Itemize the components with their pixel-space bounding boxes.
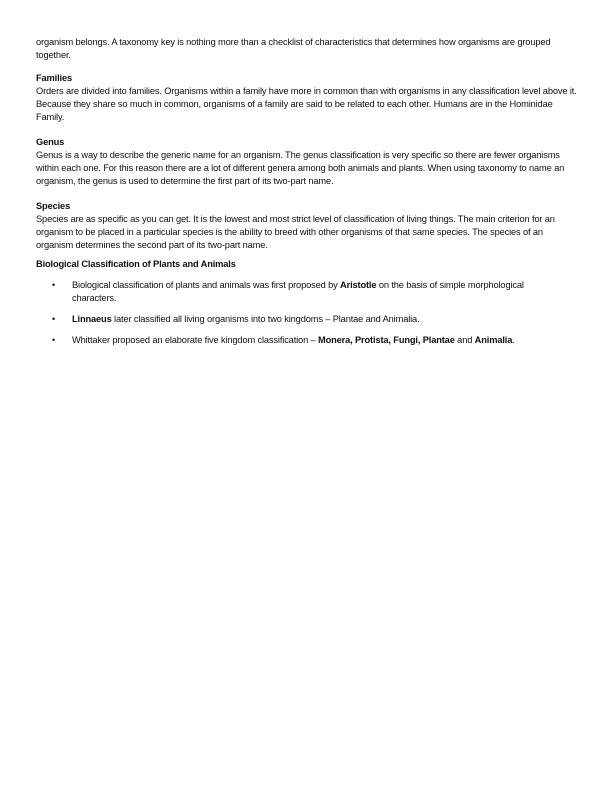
list-item-whittaker <box>36 334 578 347</box>
bold-term-animalia: Animalia <box>474 335 513 345</box>
list-item-aristotle <box>36 279 578 305</box>
section-families <box>36 72 578 124</box>
text-span: and <box>454 335 475 345</box>
bullet-icon: • <box>52 280 56 290</box>
section-genus <box>36 136 578 188</box>
text-span: Biological classification of plants and animals was first proposed by <box>72 280 341 290</box>
text-span: later classified all living organisms into two kingdoms – Plantae and Animalia. <box>111 314 420 324</box>
list-item-text <box>72 313 542 326</box>
section-text-genus: Genus is a way to describe the generic name for an organism. The genus classification is very specific so there are fewer organisms within each one. For this reason there are a lot of different genera among both animals and plants. When using taxonomy to name an organism, the genus is used to determine the first part of its two-part name. <box>36 150 565 186</box>
text-span: on the basis of simple morphological characters. <box>72 280 524 303</box>
section-species <box>36 200 578 252</box>
biological-classification-heading: Biological Classification of Plants and Animals <box>36 259 236 269</box>
bold-term-linnaeus: Linnaeus <box>72 314 112 324</box>
section-heading-species: Species <box>36 201 71 211</box>
bullet-icon: • <box>52 335 56 345</box>
document-page <box>36 36 578 355</box>
bold-term-kingdoms: Monera, Protista, Fungi, Plantae <box>317 335 455 345</box>
list-item-text <box>72 279 542 305</box>
text-span: . <box>512 335 515 345</box>
classification-bullet-list <box>36 279 578 347</box>
bullet-icon: • <box>52 314 56 324</box>
section-text-species: Species are as specific as you can get. It is the lowest and most strict level of classification of living things. The main criterion for an organism to be placed in a particular species is the ability to breed with other organisms of that same species. The species of an organism determines the second part of its two-part name. <box>36 214 555 250</box>
text-span: Whittaker proposed an elaborate five kingdom classification – <box>72 335 318 345</box>
section-heading-families: Families <box>36 73 73 83</box>
list-item-linnaeus <box>36 313 578 326</box>
bold-term-aristotle: Aristotle <box>340 280 377 290</box>
section-heading-genus: Genus <box>36 137 65 147</box>
section-text-families: Orders are divided into families. Organisms within a family have more in common than with organisms in any classification level above it. Because they share so much in common, organisms of a family are said to be related to each other. Humans are in the Hominidae Family. <box>36 86 577 122</box>
intro-paragraph: organism belongs. A taxonomy key is nothing more than a checklist of characteristics that determines how organisms are grouped together. <box>36 37 551 60</box>
list-item-text <box>72 334 542 347</box>
